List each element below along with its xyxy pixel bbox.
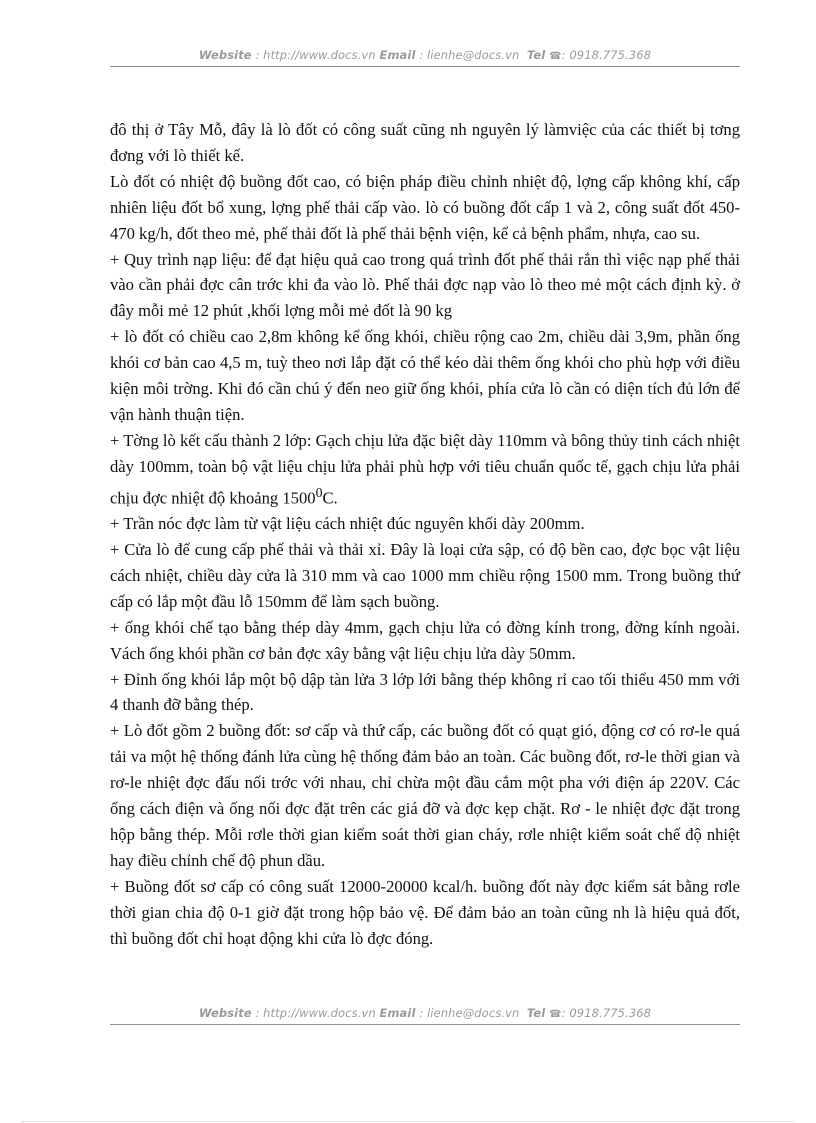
paragraph: + Cửa lò để cung cấp phế thải và thải xỉ. Đây là loại cửa sập, có độ bền cao, đợc bọc vật liệu cách nhiệt, chiều dày cửa là 310 mm và cao 1000 mm chiều rộng 1500 mm. Trong buồng thứ cấp có lắp một đầu lỗ 150mm để làm sạch buồng. [110, 540, 740, 611]
footer-email-label: Email [379, 1006, 416, 1020]
footer-divider [110, 1024, 740, 1025]
header-tel-label: Tel [526, 48, 546, 62]
superscript: 0 [315, 484, 323, 500]
header-email: : lienhe@docs.vn [415, 48, 524, 62]
paragraph-text-end: C. [322, 488, 338, 508]
paragraph [110, 428, 740, 511]
paragraph: + Lò đốt gồm 2 buồng đốt: sơ cấp và thứ cấp, các buồng đốt có quạt gió, động cơ có rơ-le quá tải va một hệ thống đánh lửa cùng hệ thống đảm bảo an toàn. Các buồng đốt, rơ-le thời gian và rơ-le nhiệt đợc đấu nối trớc với nhau, chỉ chừa một đầu cắm một pha với điện áp 220V. Các ống cách điện và ống nối đợc đặt trên các giá đỡ và đợc kẹp chặt. Rơ - le nhiệt đợc đặt trong hộp bằng thép. Mỗi rơle thời gian kiểm soát thời gian cháy, rơle nhiệt kiểm soát chế độ nhiệt hay điều chỉnh chế độ phun dầu. [110, 721, 740, 870]
paragraph: Lò đốt có nhiệt độ buồng đốt cao, có biện pháp điều chỉnh nhiệt độ, lợng cấp không khí, cấp nhiên liệu đốt bổ xung, lợng phế thải cấp vào. lò có buồng đốt cấp 1 và 2, công suất đốt 450- 470 kg/h, đốt theo mẻ, phế thải đốt là phế thải bệnh viện, kể cả bệnh phẩm, nhựa, cao su. [110, 171, 740, 243]
header-website-label: Website [198, 48, 252, 62]
footer-tel-label: Tel [526, 1006, 546, 1020]
footer-website-label: Website [198, 1006, 252, 1020]
header-divider [110, 66, 740, 67]
header-email-label: Email [379, 48, 416, 62]
paragraph: đô thị ở Tây Mỗ, đây là lò đốt có công suất cũng nh nguyên lý làmviệc của các thiết bị tơng đơng với lò thiết kế. [110, 120, 740, 165]
paragraph: + ống khói chế tạo bằng thép dày 4mm, gạch chịu lửa có đờng kính trong, đờng kính ngoài. Vách ống khói phần cơ bản đợc xây bằng vật liệu chịu lửa dày 50mm. [110, 617, 740, 663]
footer-website-url: : http://www.docs.vn [251, 1006, 380, 1020]
paragraph: + Buồng đốt sơ cấp có công suất 12000-20000 kcal/h. buồng đốt này đợc kiểm sát bằng rơle thời gian chia độ 0-1 giờ đặt trong hộp bảo vệ. Để đảm bảo an toàn cũng nh là hiệu quả đốt, thì buồng đốt chỉ hoạt động khi cửa lò đợc đóng. [110, 876, 740, 948]
page-footer [110, 1006, 740, 1020]
footer-email: : lienhe@docs.vn [415, 1006, 524, 1020]
phone-icon: ☎ [549, 1009, 562, 1020]
page-header [110, 48, 740, 62]
paragraph: + Quy trình nạp liệu: để đạt hiệu quả cao trong quá trình đốt phế thải rắn thì việc nạp phế thải vào cần phải đợc cân trớc khi đa vào lò. Phế thải đợc nạp vào lò theo mẻ một cách định kỳ. ở đây mỗi mẻ 12 phút ,khối lợng mỗi mẻ đốt là 90 kg [110, 249, 740, 321]
page-edge-divider [22, 1121, 794, 1122]
header-tel: : 0918.775.368 [561, 48, 652, 62]
footer-tel: : 0918.775.368 [561, 1006, 652, 1020]
paragraph-text: + Tờng lò kết cấu thành 2 lớp: Gạch chịu lửa đặc biệt dày 110mm và bông thủy tinh cách nhiệt dày 100mm, toàn bộ vật liệu chịu lửa phải phù hợp với tiêu chuẩn quốc tế, gạch chịu lửa phải chịu đợc nhiệt độ khoảng 1500 [110, 430, 740, 508]
paragraph: + lò đốt có chiều cao 2,8m không kể ống khói, chiều rộng cao 2m, chiều dài 3,9m, phần ống khói cơ bản cao 4,5 m, tuỳ theo nơi lắp đặt có thể kéo dài thêm ống khói cho phù hợp với điều kiện môi trờng. Khi đó cần chú ý đến neo giữ ống khói, phía cửa lò cần có diện tích đủ lớn để vận hành thuận tiện. [110, 327, 740, 424]
paragraph: + Trần nóc đợc làm từ vật liệu cách nhiệt đúc nguyên khối dày 200mm. [110, 514, 585, 534]
paragraph: + Đỉnh ống khói lắp một bộ dập tàn lửa 3 lớp lới bằng thép không rỉ cao tối thiểu 450 mm với 4 thanh đỡ bằng thép. [110, 669, 740, 715]
header-website-url: : http://www.docs.vn [251, 48, 380, 62]
document-body [110, 117, 740, 952]
phone-icon: ☎ [549, 51, 562, 62]
